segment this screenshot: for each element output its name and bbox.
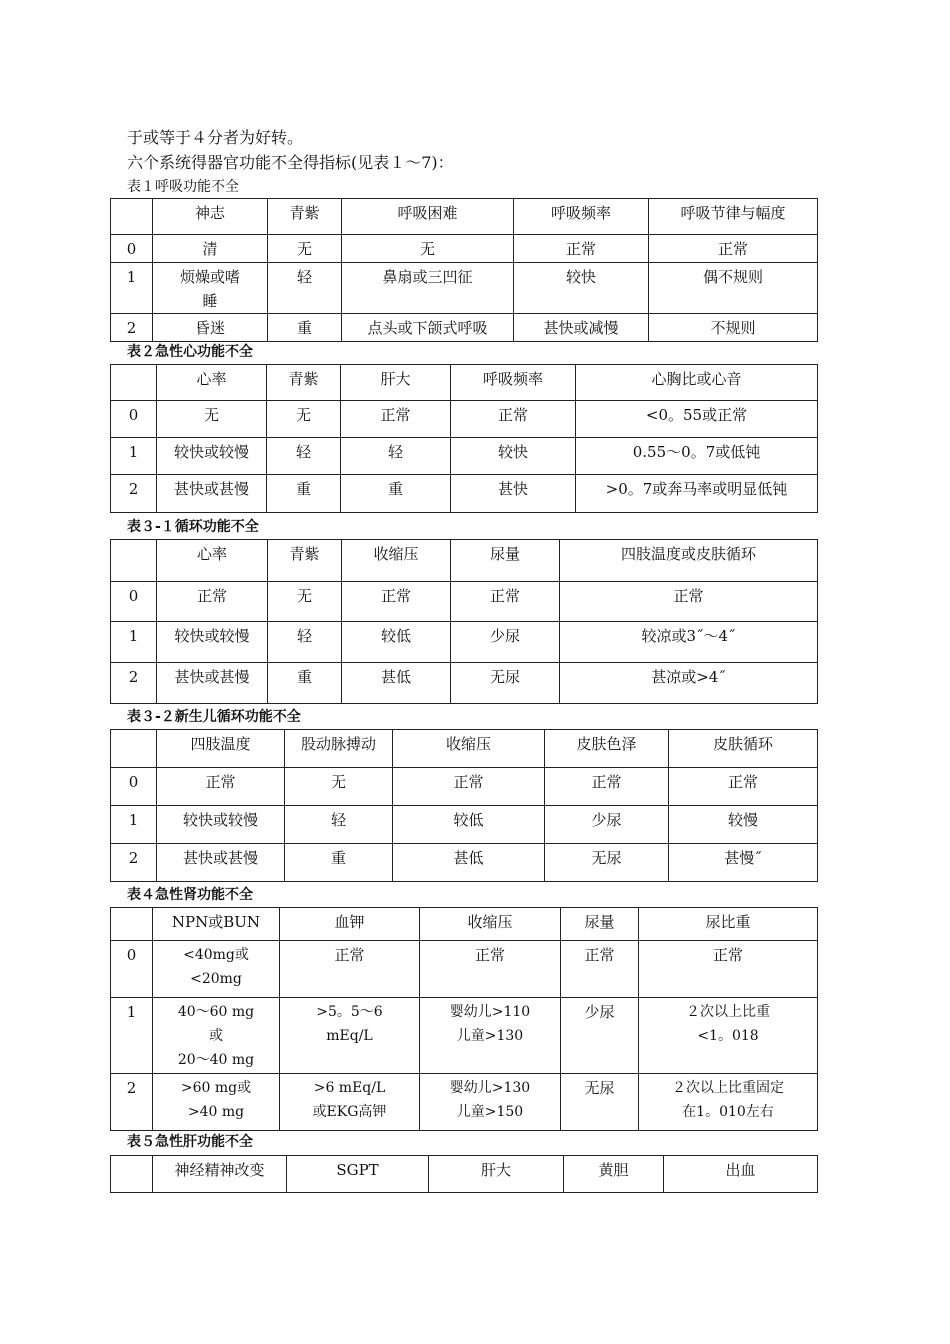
- header-cell: 收缩压: [393, 730, 545, 768]
- table-row: [111, 768, 818, 806]
- table1-caption: 表１呼吸功能不全: [127, 179, 239, 195]
- table-cell: 重: [285, 844, 393, 882]
- table-cell: 1: [111, 622, 157, 663]
- table-row: [111, 844, 818, 882]
- table-row: [111, 263, 818, 314]
- header-cell: 血钾: [280, 908, 420, 941]
- table-header-row: [111, 730, 818, 768]
- table-cell: 0: [111, 401, 157, 438]
- table-cell: 无尿: [545, 844, 669, 882]
- header-cell: 心率: [157, 365, 267, 401]
- header-cell: 出血: [664, 1156, 818, 1193]
- table-cell: 正常: [157, 768, 285, 806]
- header-cell: [111, 1156, 153, 1193]
- table-cell: 无: [157, 401, 267, 438]
- table-cell: 少尿: [545, 806, 669, 844]
- table-cell: 甚快或甚慢: [157, 844, 285, 882]
- table-cell: 较低: [342, 622, 451, 663]
- header-cell: 呼吸节律与幅度: [649, 199, 818, 235]
- table-cell: 少尿: [561, 998, 639, 1074]
- table5-caption: 表４急性肾功能不全: [127, 887, 253, 903]
- header-cell: 心胸比或心音: [576, 365, 818, 401]
- table-cell: ２次以上比重固定 在1。010左右: [639, 1074, 818, 1131]
- table-cell: 2: [111, 475, 157, 513]
- table-cell: 2: [111, 314, 153, 342]
- header-cell: [111, 540, 157, 582]
- header-cell: 心率: [157, 540, 268, 582]
- table3-caption: 表３-１循环功能不全: [127, 519, 259, 535]
- table-header-row: [111, 1156, 818, 1193]
- header-cell: 尿比重: [639, 908, 818, 941]
- table-cell: <0。55或正常: [576, 401, 818, 438]
- table-header-row: [111, 540, 818, 582]
- table-cell: 无: [267, 401, 341, 438]
- table-cell: 1: [111, 263, 153, 314]
- table-cell: 正常: [280, 941, 420, 998]
- header-cell: 股动脉搏动: [285, 730, 393, 768]
- header-cell: 呼吸频率: [514, 199, 649, 235]
- table5-renal: [110, 907, 818, 1131]
- table-header-row: [111, 199, 818, 235]
- intro-line-2: 六个系统得器官功能不全得指标(见表１～7)：: [127, 153, 454, 172]
- table-cell: 重: [268, 314, 342, 342]
- table4-caption: 表３-２新生儿循环功能不全: [127, 709, 301, 725]
- table-cell: ２次以上比重 <1。018: [639, 998, 818, 1074]
- header-cell: 皮肤色泽: [545, 730, 669, 768]
- table-cell: 轻: [268, 263, 342, 314]
- table-cell: 较快: [514, 263, 649, 314]
- table-cell: 轻: [285, 806, 393, 844]
- table-cell: 0: [111, 582, 157, 622]
- header-cell: 青紫: [268, 199, 342, 235]
- table-cell: 重: [267, 475, 341, 513]
- table-cell: 重: [341, 475, 451, 513]
- table-cell: 2: [111, 844, 157, 882]
- table-cell: >60 mg或 >40 mg: [153, 1074, 280, 1131]
- table-cell: 0: [111, 768, 157, 806]
- header-cell: 神经精神改变: [153, 1156, 287, 1193]
- table-cell: 较快或较慢: [157, 622, 268, 663]
- table-cell: 较快或较慢: [157, 438, 267, 475]
- table-cell: 轻: [268, 622, 342, 663]
- table-cell: >5。5～6 mEq/L: [280, 998, 420, 1074]
- table-cell: 无: [342, 235, 514, 263]
- table-cell: 甚低: [393, 844, 545, 882]
- table3-circulatory: [110, 539, 818, 704]
- header-cell: 肝大: [429, 1156, 564, 1193]
- header-cell: [111, 730, 157, 768]
- table-cell: 0: [111, 941, 153, 998]
- table-cell: 正常: [561, 941, 639, 998]
- table-row: [111, 941, 818, 998]
- header-cell: 肝大: [341, 365, 451, 401]
- header-cell: 尿量: [451, 540, 560, 582]
- table-cell: 较慢: [669, 806, 818, 844]
- header-cell: 收缩压: [420, 908, 561, 941]
- table-cell: 正常: [669, 768, 818, 806]
- table-cell: 正常: [639, 941, 818, 998]
- table-cell: 正常: [649, 235, 818, 263]
- table-cell: 1: [111, 438, 157, 475]
- table-cell: 正常: [514, 235, 649, 263]
- header-cell: 呼吸困难: [342, 199, 514, 235]
- table-cell: 甚慢˝: [669, 844, 818, 882]
- table-cell: >6 mEq/L 或EKG高钾: [280, 1074, 420, 1131]
- table-row: [111, 475, 818, 513]
- table-cell: 无尿: [451, 663, 560, 704]
- header-cell: NPN或BUN: [153, 908, 280, 941]
- table-cell: 少尿: [451, 622, 560, 663]
- table-cell: 轻: [341, 438, 451, 475]
- table-cell: 正常: [157, 582, 268, 622]
- table-cell: 较凉或3˝～4˝: [560, 622, 818, 663]
- table-row: [111, 314, 818, 342]
- table-cell: 甚快或甚慢: [157, 475, 267, 513]
- table-cell: 不规则: [649, 314, 818, 342]
- table-cell: 正常: [342, 582, 451, 622]
- header-cell: 青紫: [268, 540, 342, 582]
- table-cell: 正常: [341, 401, 451, 438]
- table-cell: 点头或下颌式呼吸: [342, 314, 514, 342]
- intro-line-1: 于或等于４分者为好转。: [127, 128, 304, 147]
- table-cell: 正常: [393, 768, 545, 806]
- table-cell: 正常: [560, 582, 818, 622]
- table-cell: 正常: [451, 401, 576, 438]
- table-cell: 甚快或减慢: [514, 314, 649, 342]
- table-cell: 烦燥或嗜 睡: [153, 263, 268, 314]
- header-cell: SGPT: [287, 1156, 429, 1193]
- header-cell: [111, 365, 157, 401]
- table1-respiratory: [110, 198, 818, 342]
- header-cell: [111, 908, 153, 941]
- table-row: [111, 582, 818, 622]
- table-cell: 正常: [420, 941, 561, 998]
- table-cell: 甚低: [342, 663, 451, 704]
- table4-neonatal-circulatory: [110, 729, 818, 882]
- table-cell: 无尿: [561, 1074, 639, 1131]
- table-cell: 轻: [267, 438, 341, 475]
- table-cell: 清: [153, 235, 268, 263]
- table-cell: 较快或较慢: [157, 806, 285, 844]
- table-row: [111, 401, 818, 438]
- table-row: [111, 235, 818, 263]
- table-row: [111, 663, 818, 704]
- table-cell: 无: [268, 235, 342, 263]
- table-cell: 2: [111, 663, 157, 704]
- table-cell: 0: [111, 235, 153, 263]
- table-cell: 2: [111, 1074, 153, 1131]
- table-cell: 1: [111, 806, 157, 844]
- table2-caption: 表２急性心功能不全: [127, 344, 253, 360]
- table-cell: 重: [268, 663, 342, 704]
- table-cell: 正常: [451, 582, 560, 622]
- table6-hepatic: [110, 1155, 818, 1193]
- header-cell: 神志: [153, 199, 268, 235]
- table-row: [111, 438, 818, 475]
- table-row: [111, 1074, 818, 1131]
- table-cell: 鼻扇或三凹征: [342, 263, 514, 314]
- header-cell: [111, 199, 153, 235]
- table-cell: 无: [285, 768, 393, 806]
- table-cell: 较快: [451, 438, 576, 475]
- table-cell: <40mg或 <20mg: [153, 941, 280, 998]
- table-cell: 甚凉或>4˝: [560, 663, 818, 704]
- table-cell: 婴幼儿>130 儿童>150: [420, 1074, 561, 1131]
- table-cell: 1: [111, 998, 153, 1074]
- header-cell: 尿量: [561, 908, 639, 941]
- header-cell: 收缩压: [342, 540, 451, 582]
- header-cell: 呼吸频率: [451, 365, 576, 401]
- table2-cardiac: [110, 364, 818, 513]
- table-cell: 甚快: [451, 475, 576, 513]
- table-cell: 正常: [545, 768, 669, 806]
- table-cell: 婴幼儿>110 儿童>130: [420, 998, 561, 1074]
- table-row: [111, 806, 818, 844]
- table6-caption: 表５急性肝功能不全: [127, 1134, 253, 1150]
- table-header-row: [111, 365, 818, 401]
- table-header-row: [111, 908, 818, 941]
- header-cell: 四肢温度: [157, 730, 285, 768]
- table-cell: 甚快或甚慢: [157, 663, 268, 704]
- table-cell: 0.55～0。7或低钝: [576, 438, 818, 475]
- table-cell: 偶不规则: [649, 263, 818, 314]
- table-cell: 较低: [393, 806, 545, 844]
- table-row: [111, 998, 818, 1074]
- header-cell: 青紫: [267, 365, 341, 401]
- table-cell: 昏迷: [153, 314, 268, 342]
- table-cell: >0。7或奔马率或明显低钝: [576, 475, 818, 513]
- header-cell: 皮肤循环: [669, 730, 818, 768]
- table-cell: 40～60 mg 或 20～40 mg: [153, 998, 280, 1074]
- table-row: [111, 622, 818, 663]
- header-cell: 黄胆: [564, 1156, 664, 1193]
- header-cell: 四肢温度或皮肤循环: [560, 540, 818, 582]
- table-cell: 无: [268, 582, 342, 622]
